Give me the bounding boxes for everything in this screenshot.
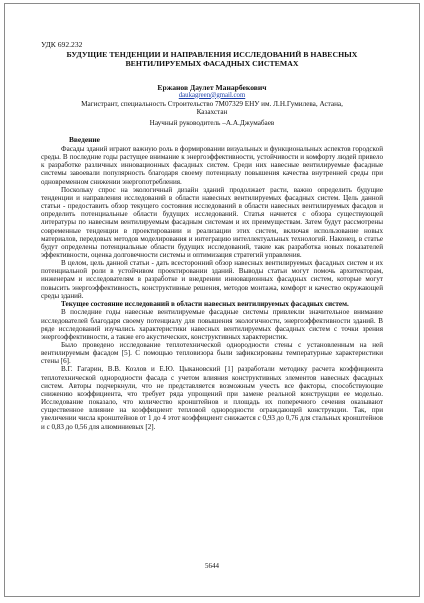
paragraph-1: Фасады зданий играют важную роль в формировании визуальных и функциональных аспектов городской среды. В последние годы растущее внимание к энергоэффективности, устойчивости и комфорту людей привело к разработке различных инновационных фасадных систем. Среди них навесные вентилируемые фасадные системы завоевали популярность благодаря своему потенциалу повышения качества внутренней среды при одновременном снижении энергопотребления. — [41, 144, 383, 186]
paragraph-5: Было проведено исследование теплотехнической однородности стены с установленным на ней вентилируемым фасадом [5]. С помощью тепловизора были зафиксированы температурные характеристики стены [6]. — [41, 340, 383, 366]
author-name: Ержанов Даулет Манарбекович — [157, 82, 267, 92]
affiliation — [41, 100, 383, 117]
paragraph-3: В целом, цель данной статьи - дать всесторонний обзор навесных вентилируемых фасадных систем и их потенциальной роли в устойчивом проектировании зданий. Выводы статьи могут помочь архитекторам, инженерам и исследователям в разработке и внедрении инновационных фасадных систем, которые могут повысить энергоэффективность, конструктивные решения, методов монтажа, комфорт и качество окружающей среды зданий. — [41, 259, 383, 300]
article-title-line-2: ВЕНТИЛИРУЕМЫХ ФАСАДНЫХ СИСТЕМАХ — [125, 59, 299, 69]
author-email-link[interactable]: daukagreen@gmail.com — [178, 91, 246, 99]
section-heading-intro: Введение — [69, 135, 100, 145]
section-heading-current-state: Текущее состояние исследований в области навесных вентилируемых фасадных систем. — [61, 299, 349, 308]
affiliation-line-1: Магистрант, специальность Строительство 7M07329 ЕНУ им. Л.Н.Гумилева, Астана, — [81, 99, 343, 108]
paragraph-2: Поскольку спрос на экологичный дизайн зданий продолжает расти, важно определить будущие тенденции и направления исследований в области навесных вентилируемых фасадных систем. Цель данной статьи - предоставить обзор текущего состояния исследований в области навесных вентилируемых фасадов и определить потенциальные области будущих исследований. Статья начнется с обзора существующей литературы по навесным вентилируемым фасадным системам и их преимуществам. Затем будут рассмотрены современные тенденции в проектировании и реализации этих систем, включая использование новых материалов, передовых методов моделирования и интеграцию интеллектуальных технологий. Наконец, в статье будут определены потенциальные области будущих исследований, такие как разработка новых показателей эффективности, оценка долговечности системы и оптимизация стратегий управления. — [41, 185, 383, 259]
affiliation-line-2: Казахстан — [196, 108, 228, 117]
paragraph-4: В последние годы навесные вентилируемые фасадные системы привлекли значительное внимание исследователей благодаря своему потенциалу для повышения экологичности, энергоэффективности зданий. В ряде исследований изучались характеристики навесных вентилируемых фасадных систем с точки зрения энергоэффективности, а также его акустических, конструктивных характеристик. — [41, 308, 383, 341]
article-title-line-1: БУДУЩИЕ ТЕНДЕНЦИИ И НАПРАВЛЕНИЯ ИССЛЕДОВАНИЙ В НАВЕСНЫХ — [66, 50, 358, 59]
paper-page — [4, 3, 420, 597]
page-number: 5644 — [205, 562, 219, 570]
paragraph-6: В.Г. Гагарин, В.В. Козлов и Е.Ю. Цыкановский [1] разработали методику расчета коэффициента теплотехнической однородности фасада с учетом влияния конструктивных элементов навесных фасадных систем. Авторы подчеркнули, что не представляется возможным учесть все факторы, способствующие снижению коэффициента, что требует ряда упрощений при замене реальной конструкции ее моделью. Исследование показало, что количество кронштейнов и площадь их поперечного сечения оказывают существенное влияние на коэффициент тепловой однородности ограждающей конструкции. Так, при увеличении числа кронштейнов от 1 до 4 этот коэффициент снижается с 0,93 до 0,76 для стальных кронштейнов и с 0,83 до 0,56 для алюминиевых [2]. — [41, 365, 383, 431]
udk-code: УДК 692.232 — [41, 40, 83, 49]
supervisor: Научный руководитель –А.А.Джумабаев — [149, 118, 275, 127]
article-title — [41, 50, 383, 69]
